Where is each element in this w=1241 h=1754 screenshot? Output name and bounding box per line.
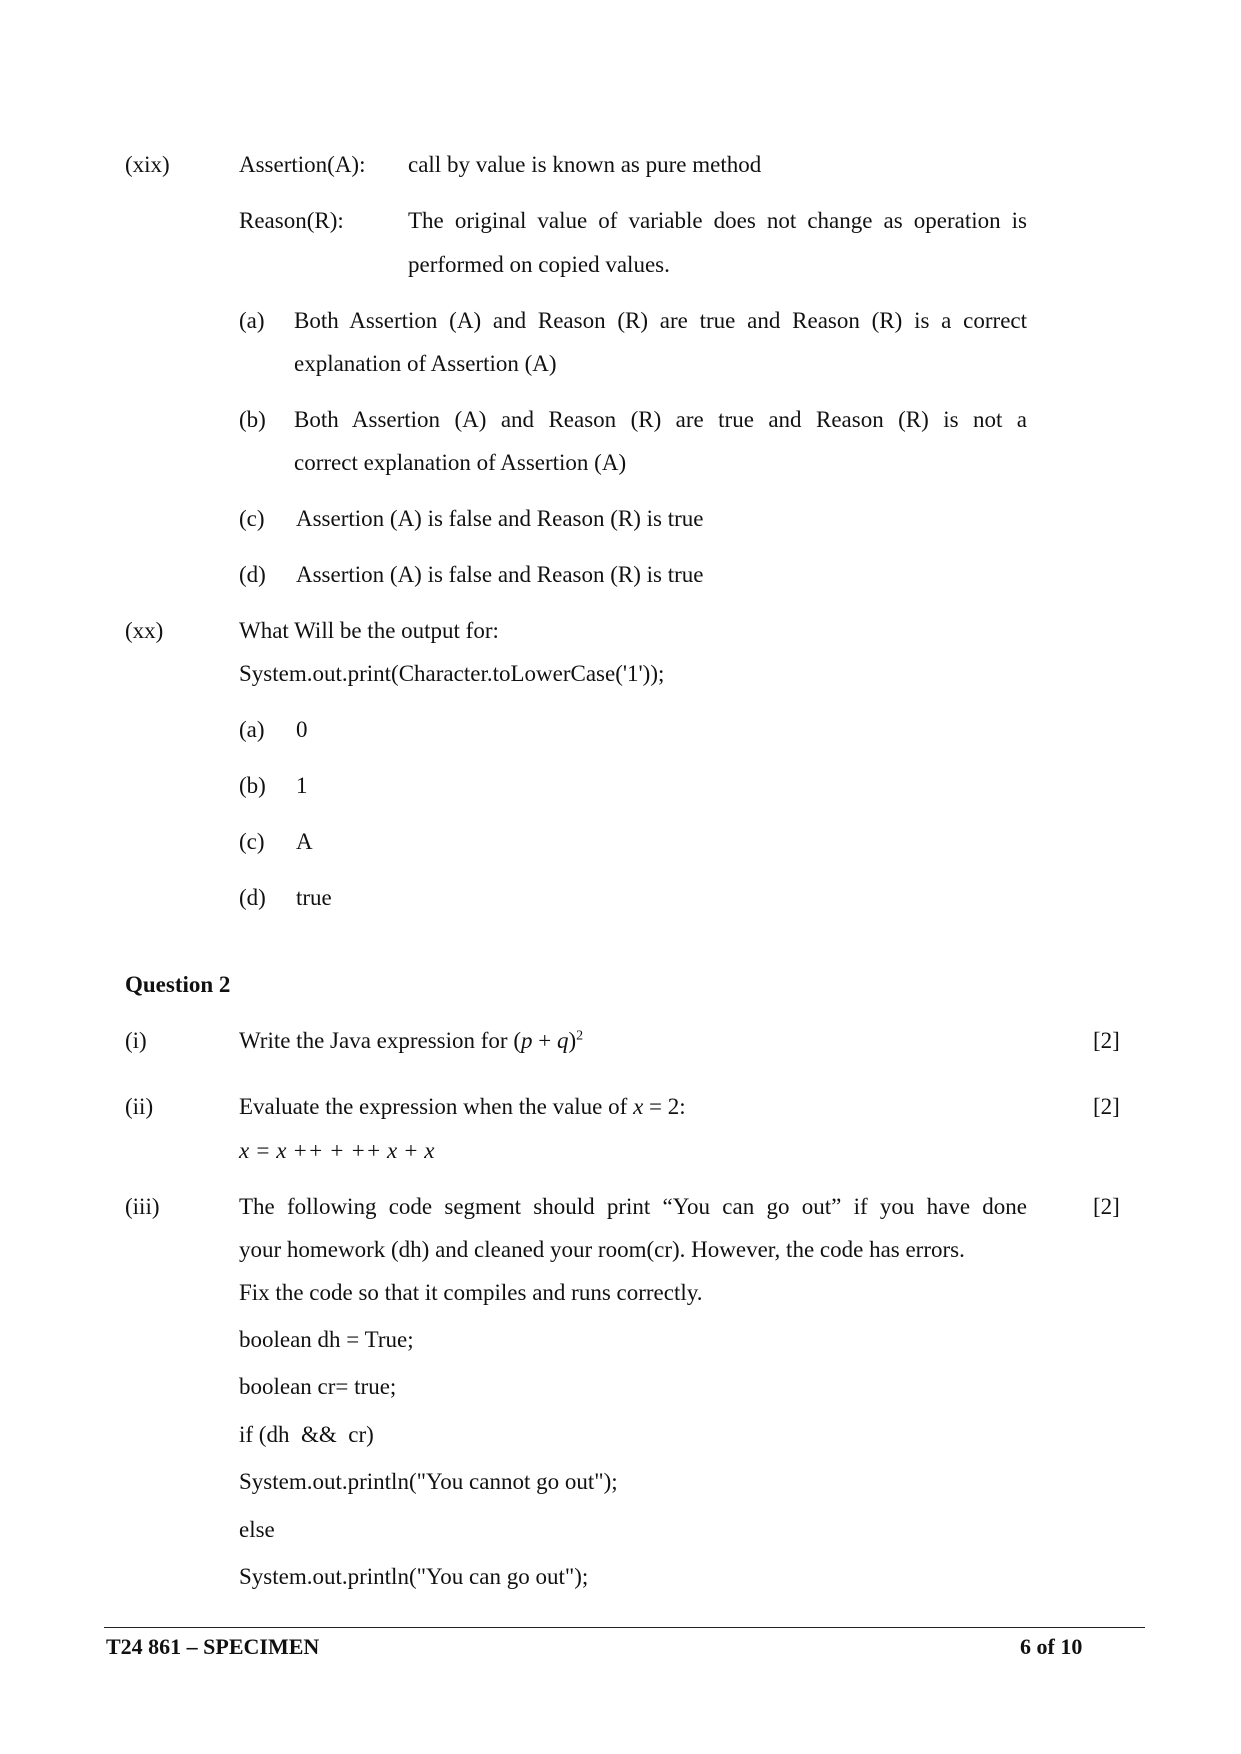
option-a-line-2: explanation of Assertion (A) (294, 351, 557, 376)
q2-i-number: (i) (125, 1028, 147, 1053)
q2-i-q: q (556, 1028, 569, 1053)
q2-i-p: p (521, 1028, 533, 1053)
q20-option-label-d: (d) (239, 885, 266, 910)
reason-text-line-1: The original value of variable does not change as operation is (408, 208, 1027, 233)
q2-i-plus: + (532, 1028, 557, 1053)
option-label-d: (d) (239, 562, 266, 587)
option-label-a: (a) (239, 308, 265, 333)
code-line-2: boolean cr= true; (239, 1374, 397, 1399)
question-number-xix: (xix) (125, 152, 170, 177)
code-line-5: else (239, 1517, 275, 1542)
assertion-text: call by value is known as pure method (408, 152, 762, 177)
q2-i-close: ) (568, 1028, 577, 1053)
q20-code: System.out.print(Character.toLowerCase('1')); (239, 661, 665, 686)
option-label-c: (c) (239, 506, 265, 531)
code-line-6: System.out.println("You can go out"); (239, 1564, 589, 1589)
footer-paper-code: T24 861 – SPECIMEN (106, 1634, 320, 1659)
q20-prompt: What Will be the output for: (239, 618, 499, 643)
q2-ii-expression: x = x ++ + ++ x + x (239, 1138, 435, 1163)
q2-ii-suffix: = 2: (643, 1094, 686, 1119)
code-line-3: if (dh && cr) (239, 1422, 374, 1447)
option-c-text: Assertion (A) is false and Reason (R) is true (296, 506, 704, 531)
q2-iii-number: (iii) (125, 1194, 160, 1219)
q2-i-marks: [2] (1093, 1028, 1120, 1053)
reason-label: Reason(R): (239, 208, 344, 233)
q2-i-exponent: 2 (576, 1028, 584, 1044)
option-d-text: Assertion (A) is false and Reason (R) is true (296, 562, 704, 587)
q2-i-text (239, 1027, 583, 1055)
q2-ii-text (239, 1093, 686, 1121)
option-b-line-1: Both Assertion (A) and Reason (R) are true and Reason (R) is not a (294, 407, 1027, 432)
q2-iii-line-3: Fix the code so that it compiles and runs correctly. (239, 1280, 703, 1305)
code-line-4: System.out.println("You cannot go out"); (239, 1469, 618, 1494)
q20-option-label-c: (c) (239, 829, 265, 854)
q20-option-c: A (296, 829, 313, 854)
q2-ii-prefix: Evaluate the expression when the value of (239, 1094, 634, 1119)
question-2-heading: Question 2 (125, 972, 231, 997)
q2-ii-x: x (633, 1094, 644, 1119)
option-b-line-2: correct explanation of Assertion (A) (294, 450, 627, 475)
q20-option-a: 0 (296, 717, 308, 742)
q20-option-b: 1 (296, 773, 308, 798)
q2-ii-number: (ii) (125, 1094, 154, 1119)
q2-i-prefix: Write the Java expression for ( (239, 1028, 521, 1053)
q20-option-label-b: (b) (239, 773, 266, 798)
question-number-xx: (xx) (125, 618, 164, 643)
option-label-b: (b) (239, 407, 266, 432)
code-line-1: boolean dh = True; (239, 1327, 414, 1352)
reason-text-line-2: performed on copied values. (408, 252, 670, 277)
q20-option-d: true (296, 885, 332, 910)
footer-page-number: 6 of 10 (1020, 1634, 1083, 1659)
q2-iii-line-1: The following code segment should print “You can go out” if you have done (239, 1194, 1027, 1219)
footer-divider (104, 1627, 1145, 1628)
q2-iii-line-2: your homework (dh) and cleaned your room(cr). However, the code has errors. (239, 1237, 965, 1262)
q20-option-label-a: (a) (239, 717, 265, 742)
assertion-label: Assertion(A): (239, 152, 366, 177)
q2-ii-marks: [2] (1093, 1094, 1120, 1119)
option-a-line-1: Both Assertion (A) and Reason (R) are true and Reason (R) is a correct (294, 308, 1027, 333)
q2-iii-marks: [2] (1093, 1194, 1120, 1219)
